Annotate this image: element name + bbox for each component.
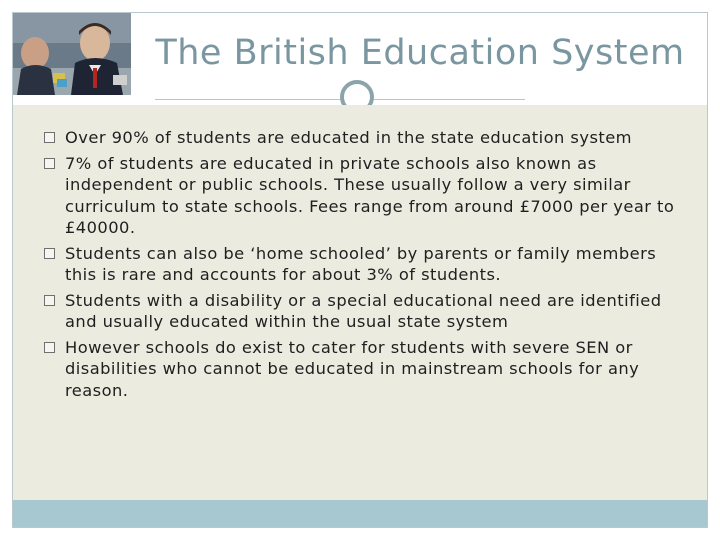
bullet-item (44, 337, 684, 402)
bullet-text: Students can also be ‘home schooled’ by parents or family members this is rare and accounts for about 3% of students. (65, 243, 657, 284)
bullet-box-icon (44, 248, 55, 259)
bullet-item (44, 153, 684, 239)
bullet-item (44, 290, 684, 333)
bullet-box-icon (44, 158, 55, 169)
slide-title: The British Education System (155, 33, 685, 73)
bullet-list (44, 127, 684, 405)
bullet-text: Over 90% of students are educated in the state education system (65, 128, 632, 147)
bullet-text: However schools do exist to cater for students with severe SEN or disabilities who cannot be educated in mainstream schools for any reason. (65, 337, 640, 400)
bullet-box-icon (44, 295, 55, 306)
classroom-photo (13, 13, 131, 95)
bullet-text: Students with a disability or a special educational need are identified and usually educated within the usual state system (65, 290, 662, 331)
bullet-item (44, 243, 684, 286)
bullet-box-icon (44, 132, 55, 143)
bullet-box-icon (44, 342, 55, 353)
footer-bar (13, 500, 707, 527)
bullet-item (44, 127, 684, 149)
bullet-text: 7% of students are educated in private schools also known as independent or public schools. These usually follow a very similar curriculum to state schools. Fees range from around £7000 per year to £40000. (65, 153, 675, 237)
